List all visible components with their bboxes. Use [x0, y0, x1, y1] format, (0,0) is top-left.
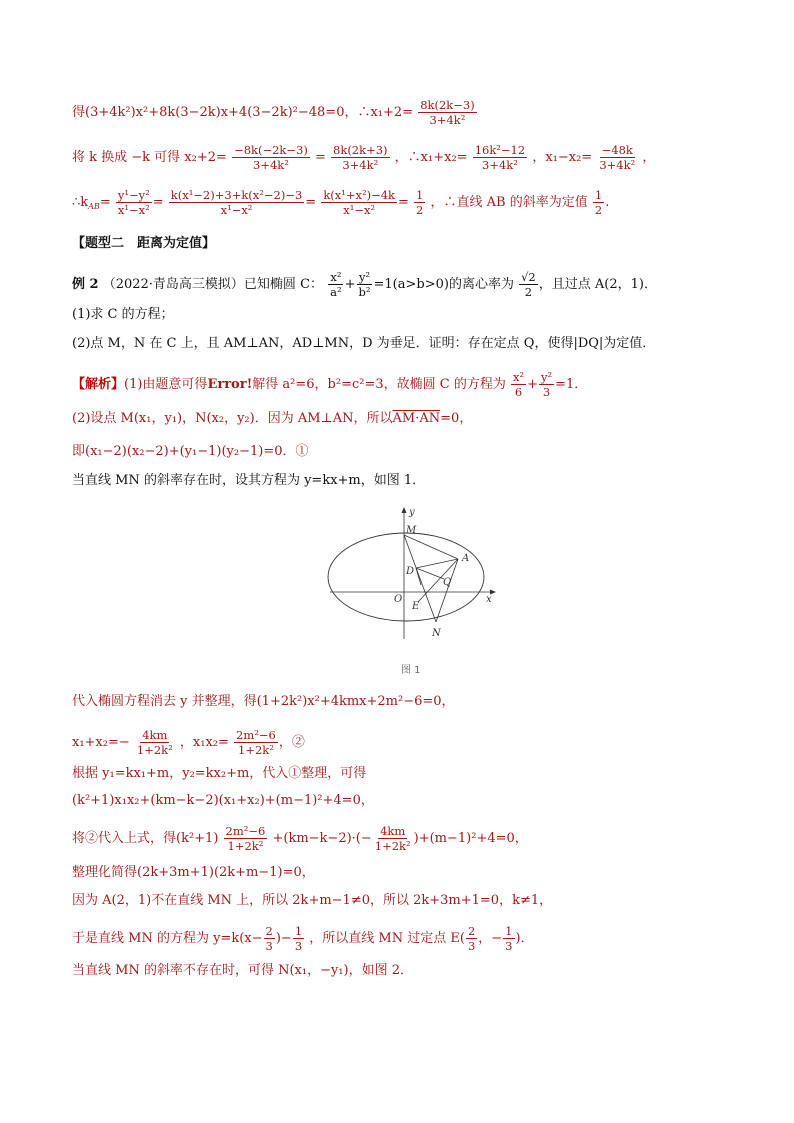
frac-num: −8k(−2k−3)	[234, 143, 308, 157]
line-text: 解得 a²=6，b²=c²=3，故椭圆 C 的方程为	[252, 377, 506, 392]
fraction	[116, 188, 152, 217]
frac-num: 4km	[142, 728, 168, 742]
fraction	[234, 728, 278, 757]
figure-caption: 图 1	[401, 665, 421, 676]
frac-den: 3+4k²	[342, 158, 379, 172]
frac-num: 16k²−12	[474, 143, 526, 157]
line-MN	[404, 535, 436, 622]
line-text: 于是直线 MN 的方程为 y=k	[72, 931, 240, 946]
solution-part-1	[72, 370, 587, 399]
fraction	[414, 188, 425, 217]
solution-line-s10: 整理化简得(2k+3m+1)(2k+m−1)=0，	[72, 865, 315, 880]
frac-den: 2	[524, 285, 533, 299]
line-text: +	[527, 377, 538, 392]
frac-den: x¹−x²	[343, 203, 376, 217]
line-text: =	[314, 150, 326, 165]
line-text: ，且过点 A(2，1)．	[538, 277, 657, 292]
line-text: −	[280, 931, 292, 946]
frac-num: x²	[330, 270, 342, 284]
frac-den: 6	[514, 385, 523, 399]
fraction	[264, 924, 275, 953]
line-text: =1(a>b>0)的离心率为	[373, 277, 514, 292]
section-title: 【题型二 距离为定值】	[72, 236, 216, 251]
solution-line-s11: 因为 A(2，1)不在直线 MN 上，所以 2k+m−1≠0，所以 2k+3m+1=0，k≠1，	[72, 893, 553, 908]
fraction	[169, 188, 305, 217]
label-D: D	[406, 566, 415, 577]
line-text: 将 k 换成 −k 可得 x₂+2=	[72, 150, 227, 165]
frac-num: 4km	[380, 824, 406, 838]
line-text: .	[605, 195, 610, 210]
frac-den: x¹−x²	[220, 203, 253, 217]
frac-num: −48k	[601, 143, 633, 157]
frac-num: 1	[416, 188, 424, 202]
fraction	[511, 370, 526, 399]
fraction	[466, 924, 477, 953]
line-text: （2022·青岛高三模拟）已知椭圆 C：	[102, 277, 324, 292]
solution-line-s8: (k²+1)x₁x₂+(km−k−2)(x₁+x₂)+(m−1)²+4=0，	[72, 793, 374, 808]
label-Q: Q	[443, 577, 452, 588]
solution-line-s4: 当直线 MN 的斜率存在时，设其方程为 y=kx+m，如图 1．	[72, 473, 426, 488]
solution-line-s7: 根据 y₁=kx₁+m，y₂=kx₂+m，代入①整理，可得	[72, 766, 367, 781]
line-text: ，−	[478, 931, 503, 946]
label-N: N	[432, 628, 441, 639]
frac-num: 2	[265, 924, 273, 938]
ellipse-curve	[328, 533, 484, 621]
line-text: ，x₁−x₂=	[532, 150, 593, 165]
frac-den: 1+2k²	[374, 839, 411, 853]
fraction	[232, 143, 310, 172]
frac-num: 8k(2k+3)	[333, 143, 388, 157]
line-text: 即(x₁−2)(x₂−2)+(y₁−1)(y₂−1)=0．	[72, 444, 296, 459]
line-text: x₁+x₂=−	[72, 735, 130, 750]
solution-line-s13: 当直线 MN 的斜率不存在时，可得 N(x₁，−y₁)，如图 2．	[72, 963, 413, 978]
line-text: ，	[642, 150, 656, 165]
frac-den: 1+2k²	[238, 743, 274, 757]
frac-num: 2	[467, 924, 476, 938]
frac-den: 3	[294, 939, 303, 953]
frac-num: y²	[541, 370, 553, 384]
line-DE	[416, 568, 421, 585]
line-text: ，∴x₁+x₂=	[394, 150, 468, 165]
solution-line-s3	[72, 443, 309, 461]
frac-num: y²	[358, 270, 371, 284]
frac-den: 3	[542, 385, 551, 399]
fraction	[293, 924, 304, 953]
fraction	[418, 98, 477, 127]
line-AM	[404, 535, 458, 559]
label-O: O	[394, 594, 403, 605]
line-text: ，∴直线 AB 的斜率为定值	[430, 195, 588, 210]
frac-den: 3	[505, 939, 513, 953]
line-text: +	[344, 277, 356, 292]
fraction	[539, 370, 554, 399]
analysis-tag: 【解析】	[72, 377, 125, 392]
frac-den: 2	[416, 203, 424, 217]
frac-num: 2m²−6	[225, 824, 266, 838]
line-text: 得(3+4k²)x²+8k(3−2k)x+4(3−2k)²−48=0，∴x₁+2=	[72, 105, 414, 120]
frac-num: y¹−y²	[117, 188, 150, 202]
frac-den: 1+2k²	[227, 839, 264, 853]
frac-den: 1+2k²	[136, 743, 173, 757]
frac-num: 2m²−6	[236, 728, 276, 742]
frac-den: 3	[467, 939, 476, 953]
fraction	[331, 143, 390, 172]
label-E: E	[412, 601, 420, 612]
subscript: AB	[88, 202, 100, 211]
frac-num: 1	[594, 188, 603, 202]
y-axis-arrow	[402, 507, 407, 513]
question-2: (2)点 M，N 在 C 上，且 AM⊥AN，AD⊥MN，D 为垂足．证明：存在定点 Q，使得|DQ|为定值．	[72, 336, 656, 351]
label-x: x	[486, 594, 492, 605]
solution-line-2	[72, 143, 655, 172]
line-text: ，x₁x₂=	[179, 735, 229, 750]
frac-num: √2	[521, 270, 536, 284]
solution-line-s9: 将②代入上式，得(k²+1) $\frac{\text{2m²−6}}{\text{1+2k²}}$ +(km−k−2)·(− $\frac{4km}{\text{1+2k²}}$ )+(m−1)²+4=0，	[72, 824, 528, 853]
circled-number: ①	[295, 444, 309, 459]
vector-product: AM·AN	[392, 411, 441, 426]
frac-den: b²	[358, 285, 371, 299]
question-1: (1)求 C 的方程；	[72, 307, 174, 322]
solution-line-3: $\therefore k_{AB}=$ $\frac{\text{y¹−y²}}{\text{x¹−x²}}$ = $\frac{\text{k(x¹−2)+3+k(x²−2)−3}}{\text{x¹−x²}}$ = $\frac{\text{k(x¹+x²)−4k}}{\text{x¹−x²}}$ = $\frac{1}{2}$ ，∴直线 AB 的斜率为定值 $\frac{1}{2}$ .	[72, 188, 610, 217]
line-text: +(km−k−2)·	[272, 831, 356, 846]
example-label: 例 2	[72, 277, 99, 292]
frac-num: k(x¹−2)+3+k(x²−2)−3	[170, 188, 303, 202]
frac-den: 3	[265, 939, 273, 953]
solution-line-s2	[72, 410, 472, 428]
example-statement	[72, 270, 657, 299]
line-text: =	[99, 195, 111, 210]
fraction	[224, 824, 268, 853]
frac-num: 8k(2k−3)	[420, 98, 475, 112]
frac-den: 2	[594, 203, 603, 217]
error-marker: Error!	[207, 377, 253, 392]
frac-den: 3+4k²	[253, 158, 289, 172]
line-AE	[418, 559, 458, 602]
line-DQ	[416, 568, 444, 579]
frac-den: 3+4k²	[482, 158, 518, 172]
fraction	[593, 188, 604, 217]
label-y: y	[409, 507, 415, 518]
line-text: ．	[520, 931, 534, 946]
line-text: (2)设点 M(x₁，y₁)，N(x₂，y₂)．因为 AM⊥AN，所以	[72, 411, 393, 426]
fraction	[328, 270, 343, 299]
frac-num: x²	[512, 370, 525, 384]
label-M: M	[406, 525, 417, 536]
fraction	[321, 188, 397, 217]
solution-line-s12: 于是直线 MN 的方程为 y=k(x− $\frac{2}{3}$ )− $\frac{1}{3}$ ，所以直线 MN 过定点 E( $\frac{2}{3}$ ，− $\frac{1}{3}$ )．	[72, 924, 534, 953]
line-text: =0，	[440, 411, 473, 426]
solution-line-s6	[72, 728, 305, 757]
frac-num: k(x¹+x²)−4k	[323, 188, 396, 202]
fraction	[503, 924, 514, 953]
frac-num: 1	[505, 924, 513, 938]
line-text: 将②代入上式，得(k²+1)	[72, 831, 219, 846]
fraction	[357, 270, 373, 299]
line-text: ，所以直线 MN 过定点 E	[309, 931, 460, 946]
line-text: ，	[278, 735, 292, 750]
frac-den: x¹−x²	[117, 203, 150, 217]
label-A: A	[462, 553, 470, 564]
line-text: ∴k	[72, 195, 89, 210]
line-AN	[436, 559, 458, 622]
fraction	[597, 143, 637, 172]
ellipse-figure	[326, 505, 502, 679]
line-text: (1)由题意可得	[124, 377, 208, 392]
frac-num: 1	[294, 924, 303, 938]
circled-number: ②	[291, 735, 305, 750]
frac-den: 3+4k²	[599, 158, 636, 172]
frac-den: 3+4k²	[429, 113, 466, 127]
fraction	[135, 728, 175, 757]
line-text: +(m−1)²+4=0，	[418, 831, 528, 846]
fraction	[519, 270, 538, 299]
line-text: =1．	[555, 377, 588, 392]
frac-den: a²	[330, 285, 342, 299]
solution-line-1	[72, 98, 478, 127]
line-AD	[416, 559, 458, 568]
fraction	[473, 143, 527, 172]
fraction	[373, 824, 413, 853]
solution-line-s5: 代入椭圆方程消去 y 并整理，得(1+2k²)x²+4kmx+2m²−6=0，	[72, 694, 455, 709]
